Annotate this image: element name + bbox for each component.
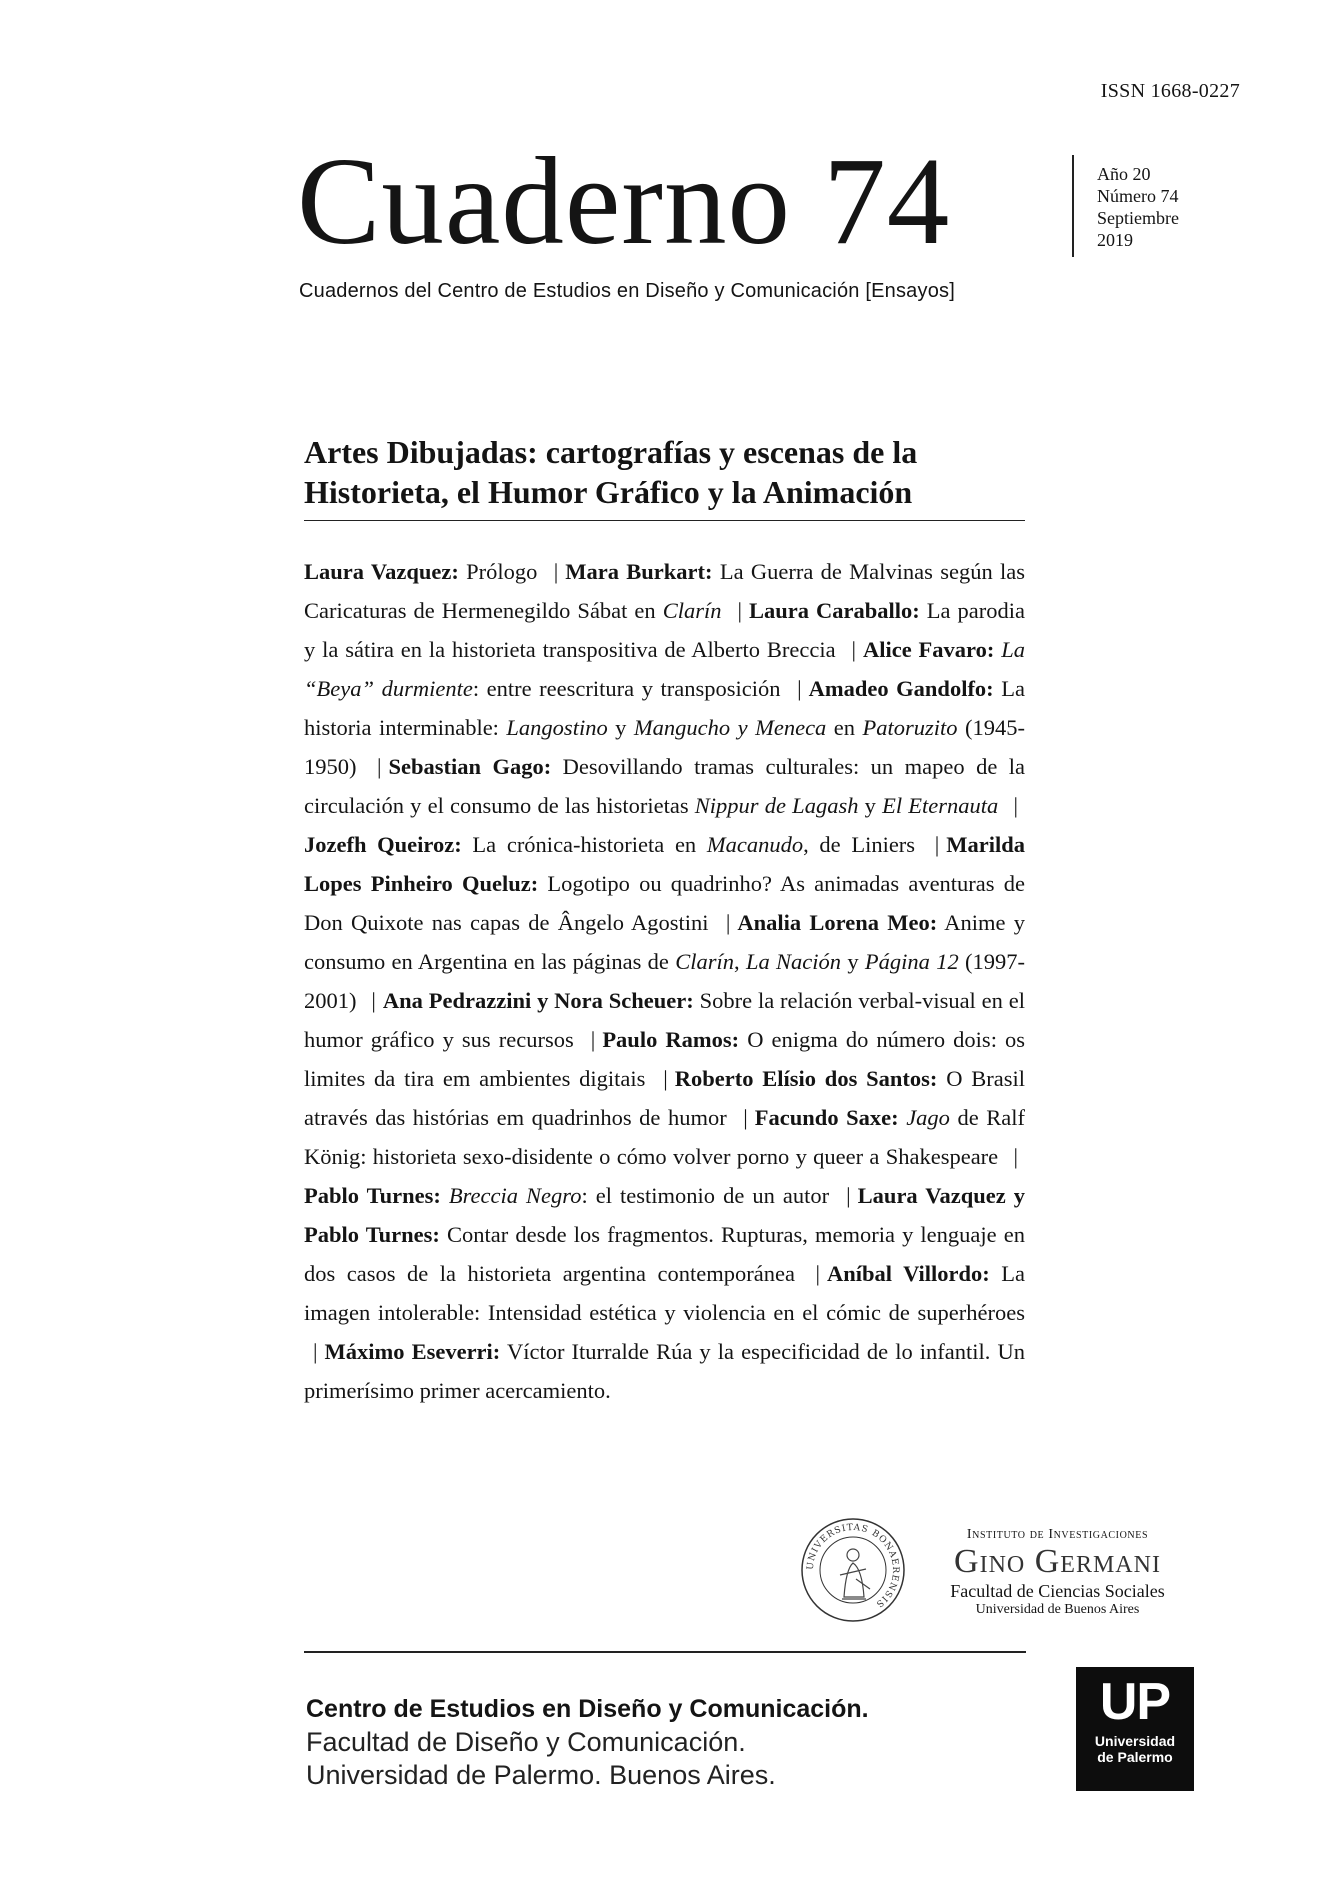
entry-work-title: Nippur de Lagash [694,793,859,818]
entry-work-title: Patoruzito [862,715,958,740]
issue-date-year: 2019 [1097,230,1133,250]
entry-separator: | [371,988,376,1013]
entry-text: y [607,715,634,740]
gino-germani-name: Gino Germani [954,1543,1161,1580]
up-logo [1076,1667,1194,1791]
entry-text: (1945-1950) [304,715,1025,779]
issue-year: Año 20 [1097,164,1151,184]
entry-author: Aníbal Villordo: [826,1261,990,1286]
entry-author: Jozefh Queiroz: [304,832,462,857]
up-logo-text [1076,1733,1194,1765]
up-logo-line-2: de Palermo [1097,1749,1173,1765]
gino-germani-university: Universidad de Buenos Aires [975,1602,1140,1617]
entry-separator: | [1013,793,1019,818]
journal-title: Cuaderno 74 [297,133,951,271]
section-title [304,432,1034,512]
entry-text: Prólogo [458,559,538,584]
section-title-line-1: Artes Dibujadas: cartografías y escenas de la [304,434,918,470]
entry-separator: | [815,1261,820,1286]
journal-subtitle: Cuadernos del Centro de Estudios en Diseño y Comunicación [Ensayos] [299,280,955,302]
entry-author: Amadeo Gandolfo: [808,676,994,701]
entry-author: Facundo Saxe: [754,1105,899,1130]
entry-work-title: Mangucho y Meneca [633,715,827,740]
contents-entry [304,559,537,584]
footer-university: Universidad de Palermo. Buenos Aires. [306,1760,776,1790]
entry-separator: | [1013,1144,1018,1169]
issue-month: Septiembre [1097,208,1179,228]
entry-work-title: La “Beya” durmiente [304,637,1026,701]
gino-germani-faculty: Facultad de Ciencias Sociales [950,1581,1165,1601]
entry-separator: | [313,1339,318,1364]
issn-number: ISSN 1668-0227 [1100,80,1240,102]
section-title-line-2: Historieta, el Humor Gráfico y la Animación [304,474,913,510]
entry-text: (1997-2001) [304,949,1026,1013]
entry-text: La historia interminable: [304,676,1025,740]
entry-text: : el testimonio de un autor [581,1183,830,1208]
gino-germani-top: Instituto de Investigaciones [966,1527,1149,1542]
entry-separator: | [725,910,731,935]
publisher-footer [306,1693,869,1792]
entry-separator: | [553,559,559,584]
entry-work-title: Clarín [662,598,722,623]
entry-author: Roberto Elísio dos Santos: [674,1066,938,1091]
entry-work-title: Breccia Negro [448,1183,582,1208]
entry-author: Pablo Turnes: [304,1183,441,1208]
footer-rule [304,1651,1026,1653]
contents-entry [304,754,1025,818]
entry-text: , de Liniers [803,832,916,857]
entry-work-title: El Eternauta [882,793,999,818]
entry-author: Mara Burkart: [565,559,713,584]
entry-separator: | [797,676,802,701]
entry-text: Contar desde los fragmentos. Rupturas, memoria y lenguaje en dos casos de la historieta argentina contemporánea [304,1222,1025,1286]
entry-text: y [841,949,865,974]
entry-text: Sobre la relación verbal-visual en el humor gráfico y sus recursos [304,988,1025,1052]
entry-work-title: Macanudo [706,832,804,857]
entry-text: en [826,715,863,740]
up-logo-mark: UP [1099,1673,1171,1731]
entry-text: O Brasil através das histórias em quadrinhos de humor [304,1066,1025,1130]
entry-text [441,1183,449,1208]
entry-work-title: Página 12 [864,949,959,974]
entry-text: La imagen intolerable: Intensidad estética y violencia en el cómic de superhéroes [304,1261,1026,1325]
entry-author: Alice Favaro: [862,637,995,662]
entry-author: Paulo Ramos: [602,1027,740,1052]
entry-separator: | [590,1027,596,1052]
entry-author: Laura Vazquez: [304,559,459,584]
entry-work-title: La Nación [745,949,842,974]
entry-author: Marilda Lopes Pinheiro Queluz: [304,832,1026,896]
entry-text: Víctor Iturralde Rúa y la especificidad de lo infantil. Un primerísimo primer acercamiento. [304,1339,1025,1403]
entry-separator: | [846,1183,851,1208]
entry-author: Laura Vazquez y Pablo Turnes: [304,1183,1026,1247]
issue-meta [1097,163,1179,251]
entry-text: La Guerra de Malvinas según las Caricaturas de Hermenegildo Sábat en [304,559,1026,623]
entry-text: Anime y consumo en Argentina en las páginas de [304,910,1026,974]
entry-separator: | [376,754,382,779]
footer-faculty: Facultad de Diseño y Comunicación. [306,1727,746,1757]
entry-text: O enigma do número dois: os limites da tira em ambientes digitais [304,1027,1026,1091]
entry-separator: | [737,598,742,623]
entry-text: de Ralf König: historieta sexo-disidente o cómo volver porno y queer a Shakespeare [304,1105,1026,1169]
footer-organization: Centro de Estudios en Diseño y Comunicación. [306,1695,869,1723]
entry-text: , [733,949,746,974]
entry-separator: | [851,637,856,662]
entry-text: y [858,793,883,818]
entry-text: Logotipo ou quadrinho? As animadas aventuras de Don Quixote nas capas de Ângelo Agostini [304,871,1025,935]
entry-text: Desovillando tramas culturales: un mapeo de la circulación y el consumo de las historietas [304,754,1025,818]
entry-author: Sebastian Gago: [388,754,552,779]
entry-work-title: Clarín [675,949,734,974]
entry-separator: | [743,1105,748,1130]
entry-author: Máximo Eseverri: [324,1339,501,1364]
section-rule [304,520,1025,521]
uba-seal-text: UNIVERSITAS BONAERENSIS [805,1522,901,1610]
up-logo-line-1: Universidad [1094,1733,1176,1749]
entry-author: Analia Lorena Meo: [737,910,938,935]
title-divider [1072,155,1074,257]
entry-author: Ana Pedrazzini y Nora Scheuer: [382,988,694,1013]
contents-entry [304,1339,1025,1403]
entry-text: La parodia y la sátira en la historieta transpositiva de Alberto Breccia [304,598,1025,662]
entry-text: : entre reescritura y transposición [472,676,781,701]
entry-separator: | [934,832,940,857]
entry-work-title: Langostino [506,715,608,740]
entry-work-title: Jago [906,1105,950,1130]
entry-text: La crónica-historieta en [461,832,707,857]
uba-seal-icon [800,1517,906,1623]
entry-author: Laura Caraballo: [749,598,920,623]
table-of-contents [304,552,1025,1410]
gino-germani-logo [920,1527,1195,1619]
entry-separator: | [663,1066,668,1091]
issue-number: Número 74 [1097,186,1179,206]
